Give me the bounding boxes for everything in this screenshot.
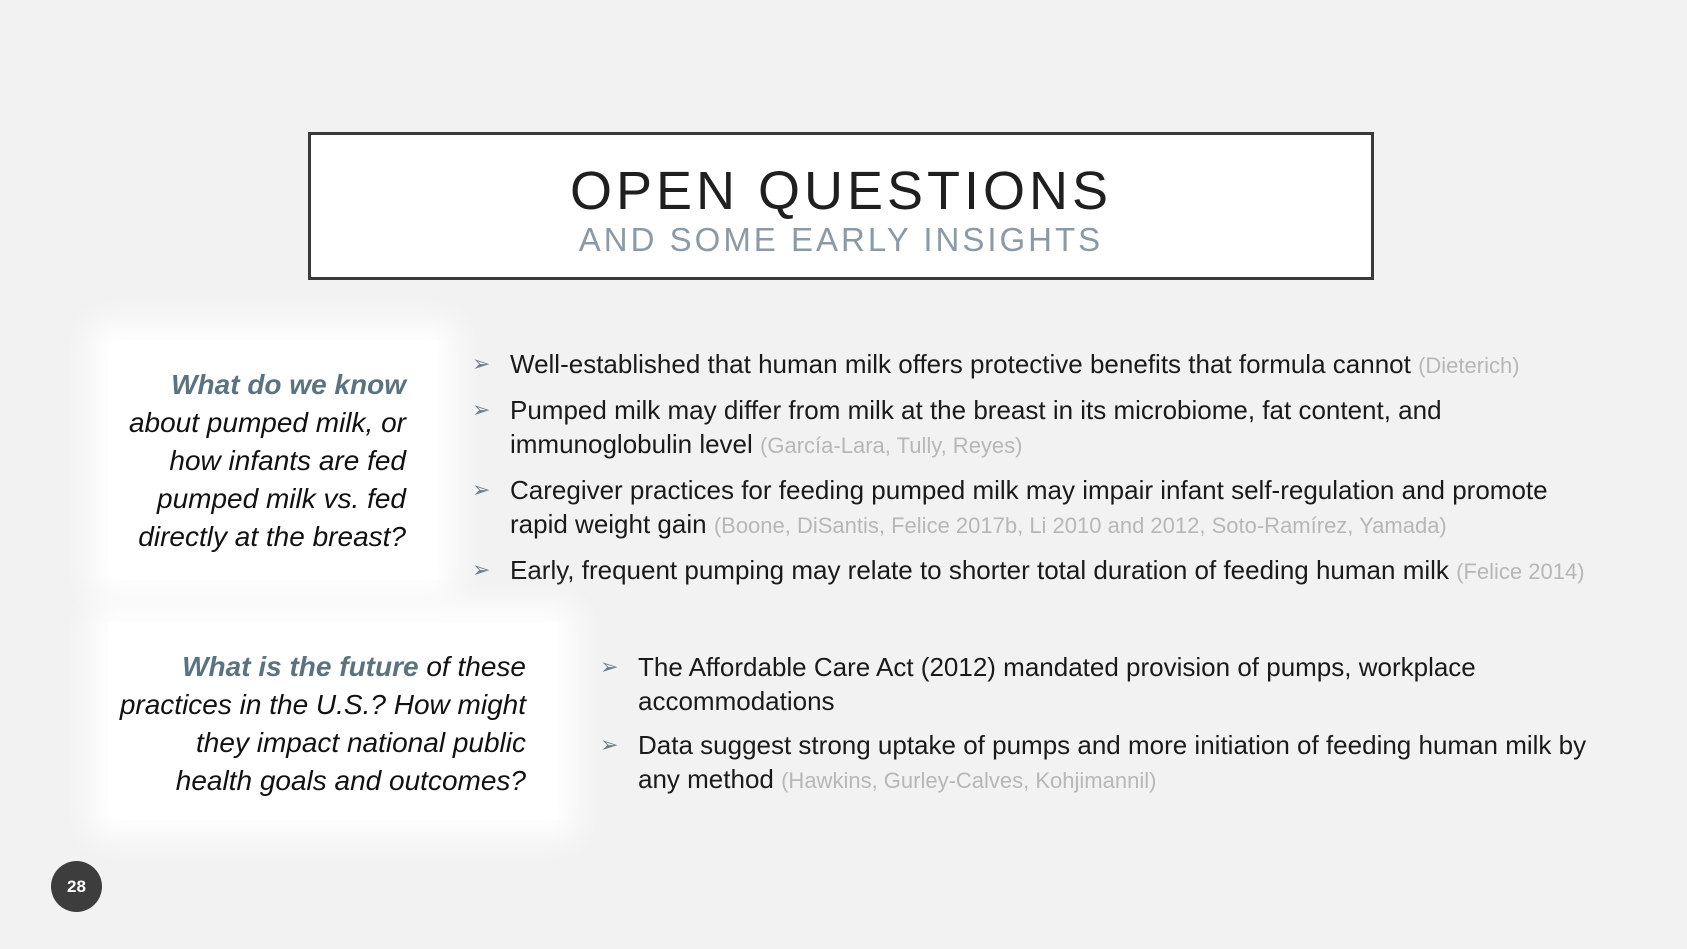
title-box <box>308 132 1374 280</box>
list-item <box>472 473 1602 543</box>
bullet-list-known <box>472 347 1602 599</box>
list-item <box>600 728 1600 798</box>
question-text: about pumped milk, or how infants are fed pumped milk vs. fed directly at the breast? <box>128 407 406 552</box>
question-accent: What do we know <box>171 369 406 400</box>
bullet-text: Data suggest strong uptake of pumps and more initiation of feeding human milk by any method <box>638 730 1587 794</box>
question-card-known <box>108 340 438 580</box>
arrow-bullet-icon: ➢ <box>600 654 619 679</box>
citation: (Dieterich) <box>1418 353 1520 378</box>
question-card-future <box>108 622 558 820</box>
question-text: of these practices in the U.S.? How might they impact national public health goals and outcomes? <box>119 651 526 796</box>
arrow-bullet-icon: ➢ <box>472 397 491 422</box>
arrow-bullet-icon: ➢ <box>472 557 491 582</box>
bullet-text: Caregiver practices for feeding pumped milk may impair infant self-regulation and promote rapid weight gain <box>510 475 1548 539</box>
bullet-text: Well-established that human milk offers protective benefits that formula cannot <box>510 349 1411 379</box>
list-item <box>472 553 1602 589</box>
arrow-bullet-icon: ➢ <box>600 732 619 757</box>
list-item <box>472 393 1602 463</box>
slide-subtitle: AND SOME EARLY INSIGHTS <box>578 221 1104 258</box>
list-item <box>472 347 1602 383</box>
bullet-list-future <box>600 650 1600 808</box>
citation: (Felice 2014) <box>1456 559 1585 584</box>
slide-title: OPEN QUESTIONS <box>569 161 1113 221</box>
bullet-text: Pumped milk may differ from milk at the breast in its microbiome, fat content, and immunoglobulin level <box>510 395 1442 459</box>
citation: (Hawkins, Gurley-Calves, Kohjimannil) <box>781 768 1157 793</box>
citation: (García-Lara, Tully, Reyes) <box>760 433 1023 458</box>
list-item <box>600 650 1600 718</box>
bullet-text: Early, frequent pumping may relate to shorter total duration of feeding human milk <box>510 555 1449 585</box>
citation: (Boone, DiSantis, Felice 2017b, Li 2010 and 2012, Soto-Ramírez, Yamada) <box>713 513 1447 538</box>
arrow-bullet-icon: ➢ <box>472 351 491 376</box>
page-number-badge: 28 <box>51 861 102 912</box>
question-accent: What is the future <box>182 651 419 682</box>
bullet-text: The Affordable Care Act (2012) mandated provision of pumps, workplace accommodations <box>638 652 1476 716</box>
arrow-bullet-icon: ➢ <box>472 477 491 502</box>
